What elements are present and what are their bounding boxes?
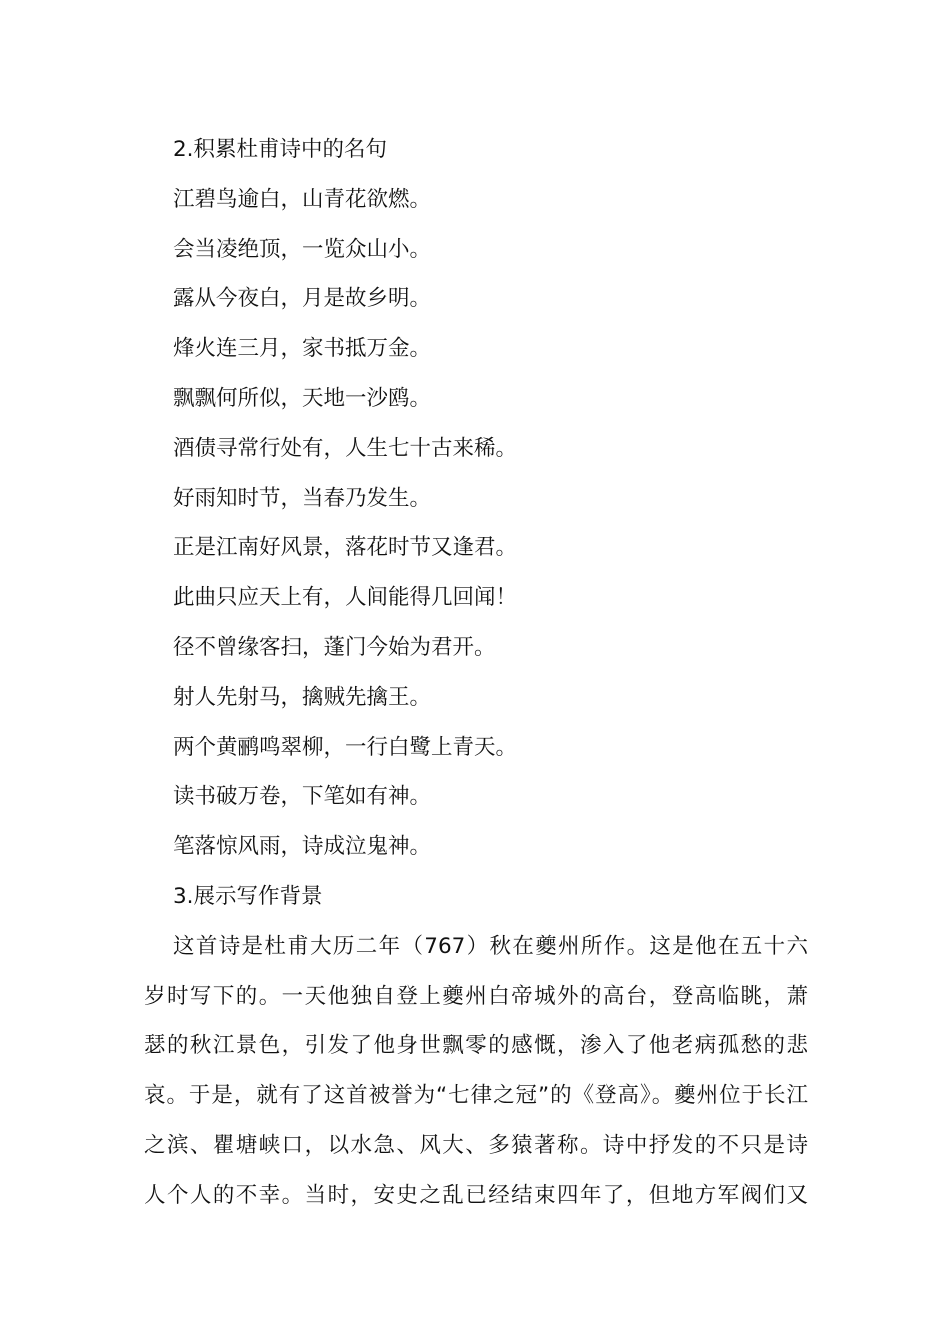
verse-line: 正是江南好风景，落花时节又逢君。 [173,535,518,561]
verse-line: 烽火连三月，家书抵万金。 [173,336,432,362]
verse-line: 此曲只应天上有，人间能得几回闻！ [173,585,518,611]
paragraph-line: 这首诗是杜甫大历二年（767）秋在夔州所作。这是他在五十六 [173,933,808,959]
verse-line: 笔落惊风雨，诗成泣鬼神。 [173,834,432,860]
verse-line: 会当凌绝顶，一览众山小。 [173,236,432,262]
paragraph-line: 之滨、瞿塘峡口，以水急、风大、多猿著称。诗中抒发的不只是诗 [144,1132,808,1158]
verse-line: 江碧鸟逾白，山青花欲燃。 [173,186,432,212]
background-paragraph [144,922,808,1221]
verse-line: 飘飘何所似，天地一沙鸥。 [173,385,432,411]
section-heading-3: 3.展示写作背景 [173,883,323,909]
paragraph-line: 人个人的不幸。当时，安史之乱已经结束四年了，但地方军阀们又 [144,1182,808,1208]
verse-line: 径不曾缘客扫，蓬门今始为君开。 [173,634,496,660]
verse-line: 射人先射马，擒贼先擒王。 [173,684,432,710]
paragraph-line: 瑟的秋江景色，引发了他身世飘零的感慨，渗入了他老病孤愁的悲 [144,1033,808,1059]
verse-line: 读书破万卷，下笔如有神。 [173,784,432,810]
section-heading-2: 2.积累杜甫诗中的名句 [173,137,388,162]
verse-line: 好雨知时节，当春乃发生。 [173,485,432,511]
verse-line: 露从今夜白，月是故乡明。 [173,286,432,312]
paragraph-line: 岁时写下的。一天他独自登上夔州白帝城外的高台，登高临眺，萧 [144,983,808,1009]
verse-line: 酒债寻常行处有，人生七十古来稀。 [173,435,518,461]
document-body [144,125,808,1221]
verse-line: 两个黄鹂鸣翠柳，一行白鹭上青天。 [173,734,518,760]
paragraph-line: 哀。于是，就有了这首被誉为“七律之冠”的《登高》。夔州位于长江 [144,1083,808,1109]
